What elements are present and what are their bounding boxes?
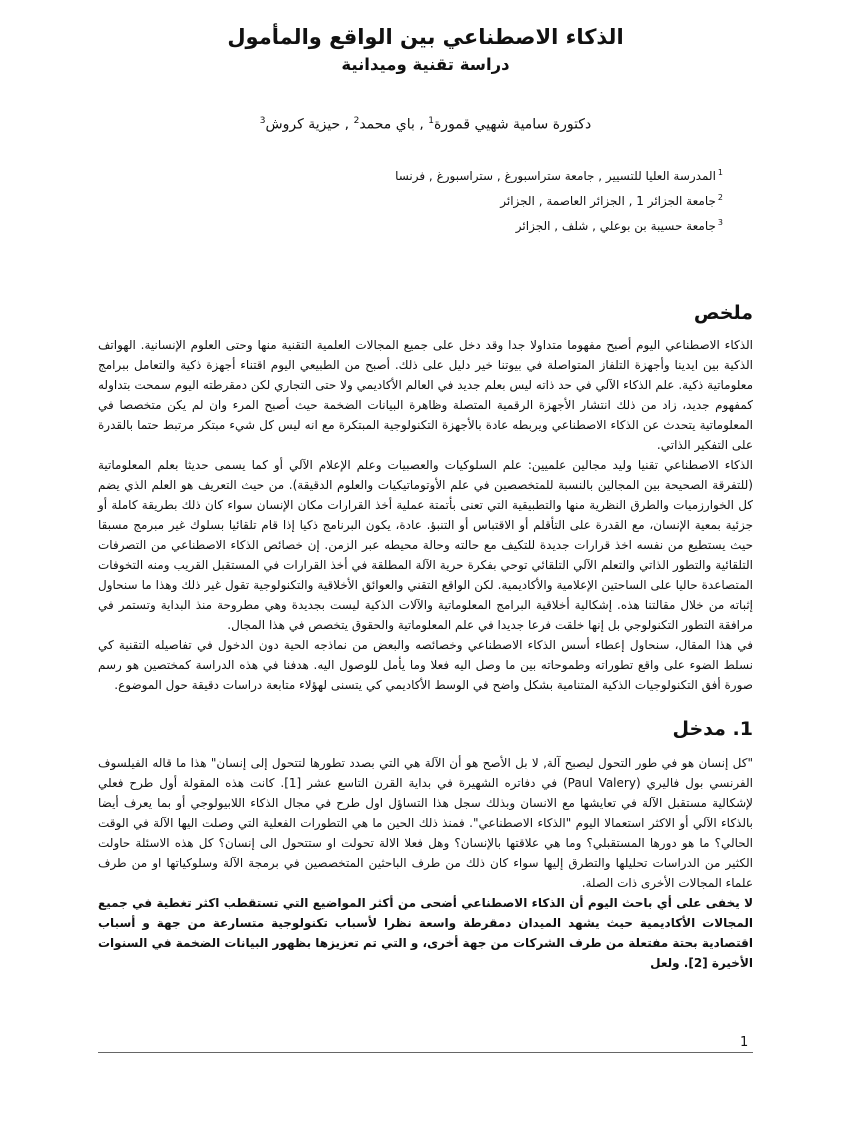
abstract-body: [98, 335, 753, 695]
paper-subtitle: دراسة تقنية وميدانية: [341, 55, 510, 74]
author-sep: ,: [340, 116, 354, 133]
affiliation-item: [98, 187, 723, 212]
author-sup: 3: [259, 116, 266, 126]
authors-line: [98, 110, 753, 136]
intro-paragraph: "كل إنسان هو في طور التحول ليصبح آلة, لا بل الأصح هو أن الآلة هي التي بصدد تطورها لتتحول إلى إنسان" هذا ما قاله الفيلسوف الفرنسي بول فاليري (Paul Valery) في دفاتره الشهيرة في بداية القرن التاسع عشر [1]. كانت هذه المقولة أول طرح فعلي لإشكالية مستقبل الآلة في تعايشها مع الانسان وبذلك سجل هذا التساؤل اول طرح في مجال الذكاء اللابيولوجي أو بما يعرف أيضا بالذكاء الآلي أو الاكثر استعمالا اليوم "الذكاء الاصطناعي". فمنذ ذلك الحين ما هي التطورات الفعلية التي وصلت اليها الآلة في الوقت الحالي؟ ما هو دورها المستقبلي؟ وما هي علاقتها بالإنسان؟ وهل فعلا الالة تحولت او ستتحول الى إنسان؟ كل هذه الاسئلة حاولت الكثير من الدراسات تحليلها والتطرق إليها سواء كان ذلك من طرف الباحثين المتخصصين في برمجة الآلة وسلوكياتها او من طرف علماء المجالات الأخرى ذات الصلة.: [98, 755, 753, 890]
page-number: 1: [740, 1035, 749, 1050]
abstract-paragraph: في هذا المقال، سنحاول إعطاء أسس الذكاء الاصطناعي وخصائصه والبعض من نماذجه الحية دون الدخول في تفاصيله التقنية كي نسلط الضوء على واقع تطوراته وطموحاته بين ما وصل اليه فعلا وما يأمل للوصول اليه. هدفنا في هذه الدراسة كمختصين هو رسم صورة أفق التكنولوجيات الذكية المتنامية بشكل واضح في الوسط الأكاديمي كي يتسنى لهؤلاء متابعة دراسات دقيقة حول الموضوع.: [98, 637, 753, 692]
abstract-paragraph: الذكاء الاصطناعي اليوم أصبح مفهوما متداولا جدا وقد دخل على جميع المجالات العلمية التقنية منها وحتى العلوم الإنسانية. الهواتف الذكية بين ايدينا وأجهزة التلفاز المتواصلة في بيوتنا خير دليل على ذلك. أصبح من الطبيعي اليوم اقتناء أجهزة ذكية والتعامل ببرامج معلوماتية ذكية. علم الذكاء الآلي في حد ذاته ليس بعلم جديد في العالم الأكاديمي ولا حتى التجاري لكن دمقرطته اليوم سمحت بتداوله كمفهوم جديد، زاد من ذلك انتشار الأجهزة الرقمية المتصلة وظاهرة البيانات الضخمة حيث أصبح المرء وان لم يكن متخصصا في المعلوماتية يتحدث عن الذكاء الاصطناعي ويربطه عادة بالأجهزة التكنولوجية المبتكرة مع انه ليس كل شيء مبتكر مرتبط حتما بالقدرة على التفكير الذاتي.: [98, 337, 753, 452]
affiliation-num: 2: [717, 192, 723, 202]
affiliation-num: 3: [717, 217, 723, 227]
affiliation-num: 1: [717, 167, 723, 177]
abstract-heading: ملخص: [693, 301, 753, 324]
paper-title: الذكاء الاصطناعي بين الواقع والمأمول: [227, 25, 624, 49]
intro-body: [98, 753, 753, 973]
author-sep: ,: [414, 116, 429, 133]
paper-page: [98, 22, 753, 973]
affiliation-item: [98, 162, 723, 187]
title-block: [98, 22, 753, 78]
author-name: حيزية كروش: [265, 116, 341, 133]
intro-heading: 1. مدخل: [672, 717, 753, 740]
intro-paragraph-bold: لا يخفى على أي باحث اليوم أن الذكاء الاصطناعي أضحى من أكثر المواضيع التي تستقطب اكثر تغطية في جميع المجالات الأكاديمية حيث يشهد الميدان دمقرطة واسعة نظرا لأسباب تكنولوجية متسارعة من جهة و أسباب اقتصادية بحتة مفتعلة من طرف الشركات من جهة أخرى، و التي تم تعزيزها بظهور البيانات الضخمة في السنوات الأخيرة [2]. ولعل: [98, 895, 753, 970]
author-sup: 2: [353, 116, 360, 126]
footer-rule: [98, 1052, 753, 1053]
author-name: باي محمد: [359, 116, 415, 133]
author-name: دكتورة سامية شهيي قمورة: [433, 116, 592, 133]
affiliation-text: جامعة حسيبة بن بوعلي , شلف , الجزائر: [515, 218, 716, 233]
affiliation-text: المدرسة العليا للتسيير , جامعة ستراسبورغ , ستراسبورغ , فرنسا: [395, 168, 716, 183]
affiliation-text: جامعة الجزائر 1 , الجزائر العاصمة , الجزائر: [500, 193, 716, 208]
affiliation-item: [98, 212, 723, 237]
abstract-paragraph: الذكاء الاصطناعي تقنيا وليد مجالين علميين: علم السلوكيات والعصبيات وعلم الإعلام الآلي أو كما يسمى حديثا بعلم المعلوماتية (للتفرقة الصحيحة بين المجالين بالنسبة للمتخصصين في علم الأوتوماتيكيات والعلوم الدقيقة). من حيث التعريف هو العلم الذي يضم كل الخوارزميات والطرق النظرية منها والتطبيقية التي تعنى بأتمتة عملية أخذ القرارات مكان الإنسان سواء كان ذلك بطريقة كاملة أو جزئية بمعية الإنسان، مع القدرة على التأقلم أو الاقتباس أو التنبؤ. عادة، يكون البرنامج ذكيا إذا قام تلقائيا بسلوك غير مبرمج مسبقا حيث يستطيع من نفسه اخذ قرارات جديدة للتكيف مع حالته وحالة محيطه عبر الزمن. إن خصائص الذكاء الاصطناعي من التصرفات التلقائية والتطور الذاتي والتعلم الآلي التلقائي توحي بفكرة حرية الآلة المطلقة في أخذ القرارات في المستقبل القريب ومنه التخوفات المتصاعدة حاليا على الساحتين الإعلامية والأكاديمية. لكن الواقع التقني والعوائق الأخلاقية والتكنولوجية تقول غير ذلك وهذا ما سنحاول إثباته من خلال مقالتنا هذه. إشكالية أخلاقية البرامج المعلوماتية والآلات الذكية ليست بجديدة وهي مطروحة منذ البداية وتستمر في مرافقة التطور التكنولوجي بل إنها خلقت فرعا جديدا في علم المعلوماتية والحقوق يتخصص في هذا المجال.: [98, 457, 753, 632]
author-sup: 1: [428, 116, 434, 126]
affiliations-list: [98, 162, 753, 237]
